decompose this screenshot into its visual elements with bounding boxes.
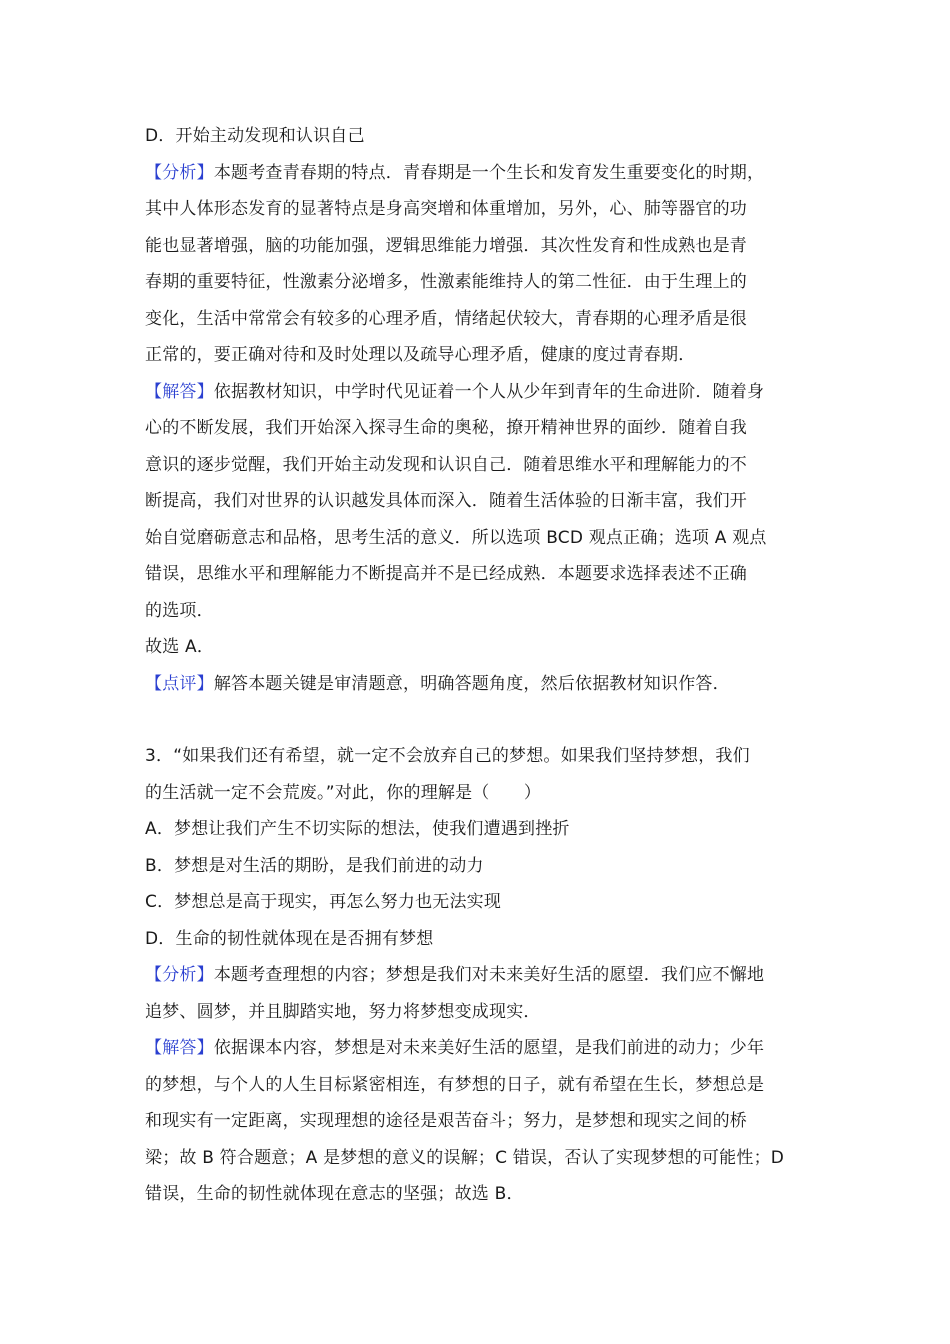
q2-analysis-line: 【分析】本题考查青春期的特点．青春期是一个生长和发育发生重要变化的时期，: [145, 162, 765, 183]
q3-stem-line: 的生活就一定不会荒废。”对此，你的理解是（ ）: [145, 782, 542, 803]
q2-answer-line: 错误，思维水平和理解能力不断提高并不是已经成熟．本题要求选择表述不正确: [145, 564, 747, 584]
q3-option-c: C．梦想总是高于现实，再怎么努力也无法实现: [145, 892, 502, 912]
q2-comment: 【点评】解答本题关键是审清题意，明确答题角度，然后依据教材知识作答．: [145, 673, 730, 694]
q2-answer-line: 意识的逐步觉醒，我们开始主动发现和认识自己．随着思维水平和理解能力的不: [145, 454, 747, 475]
q3-option-b: B．梦想是对生活的期盼，是我们前进的动力: [145, 855, 484, 876]
analysis-tag: 【分析】: [145, 162, 214, 183]
q3-answer-line: 的梦想，与个人的人生目标紧密相连，有梦想的日子，就有希望在生长，梦想总是: [145, 1074, 765, 1095]
answer-tag: 【解答】: [145, 1038, 214, 1058]
q2-analysis-line: 正常的，要正确对待和及时处理以及疏导心理矛盾，健康的度过青春期．: [145, 345, 696, 365]
q2-answer-line: 的选项．: [145, 600, 214, 621]
q3-option-d: D．生命的韧性就体现在是否拥有梦想: [145, 928, 434, 949]
q3-answer-line: 错误，生命的韧性就体现在意志的坚强；故选 B．: [145, 1184, 524, 1204]
answer-tag: 【解答】: [145, 381, 214, 402]
q3-answer-line: 梁；故 B 符合题意；A 是梦想的意义的误解；C 错误，否认了实现梦想的可能性；D: [145, 1147, 785, 1168]
q3-analysis-line: 追梦、圆梦，并且脚踏实地，努力将梦想变成现实．: [145, 1001, 541, 1022]
q3-stem-line: 3．“如果我们还有希望，就一定不会放弃自己的梦想。如果我们坚持梦想，我们: [145, 746, 750, 766]
q3-answer-line: 和现实有一定距离，实现理想的途径是艰苦奋斗；努力，是梦想和现实之间的桥: [145, 1111, 747, 1131]
q2-analysis-line: 春期的重要特征，性激素分泌增多，性激素能维持人的第二性征．由于生理上的: [145, 272, 747, 292]
q2-answer-line: 【解答】依据教材知识，中学时代见证着一个人从少年到青年的生命进阶．随着身: [145, 381, 765, 402]
analysis-tag: 【分析】: [145, 965, 214, 985]
q2-answer-line: 心的不断发展，我们开始深入探寻生命的奥秘，撩开精神世界的面纱．随着自我: [145, 418, 747, 438]
q2-answer-line: 始自觉磨砺意志和品格，思考生活的意义．所以选项 BCD 观点正确；选项 A 观点: [145, 527, 767, 548]
q2-conclusion: 故选 A．: [145, 637, 215, 657]
document-page: [145, 118, 810, 1213]
comment-tag: 【点评】: [145, 673, 214, 694]
q2-answer-line: 断提高，我们对世界的认识越发具体而深入．随着生活体验的日渐丰富，我们开: [145, 491, 747, 511]
q3-option-a: A．梦想让我们产生不切实际的想法，使我们遭遇到挫折: [145, 819, 570, 839]
q3-answer-line: 【解答】依据课本内容，梦想是对未来美好生活的愿望，是我们前进的动力；少年: [145, 1038, 765, 1058]
q3-analysis-line: 【分析】本题考查理想的内容；梦想是我们对未来美好生活的愿望．我们应不懈地: [145, 965, 765, 985]
q2-option-d: D．开始主动发现和认识自己: [145, 126, 365, 146]
spacer: [145, 702, 810, 738]
q2-analysis-line: 变化，生活中常常会有较多的心理矛盾，情绪起伏较大，青春期的心理矛盾是很: [145, 308, 747, 329]
q2-analysis-line: 能也显著增强，脑的功能加强，逻辑思维能力增强．其次性发育和性成熟也是青: [145, 235, 747, 256]
q2-analysis-line: 其中人体形态发育的显著特点是身高突增和体重增加，另外，心、肺等器官的功: [145, 199, 747, 219]
